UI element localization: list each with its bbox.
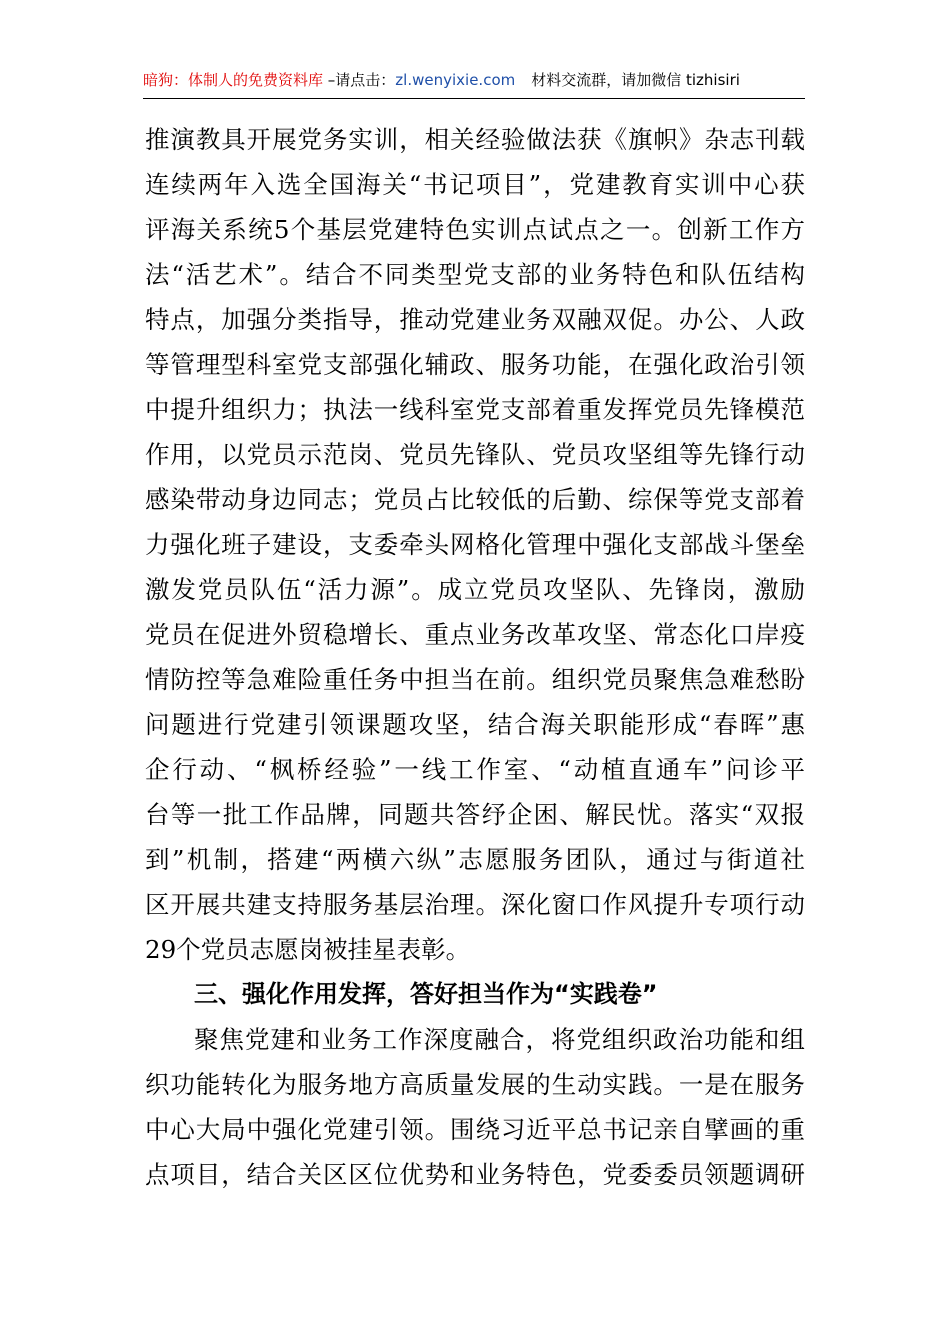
text-line: 连续两年入选全国海关“书记项目”，党建教育实训中心获: [145, 170, 805, 199]
header-url-link[interactable]: zl.wenyixie.com: [395, 71, 516, 89]
paragraph-1: [145, 117, 805, 972]
text-line: 感染带动身边同志；党员占比较低的后勤、综保等党支部着: [145, 485, 805, 514]
text-line: 情防控等急难险重任务中担当在前。组织党员聚焦急难愁盼: [145, 665, 805, 694]
text-line: 党员在促进外贸稳增长、重点业务改革攻坚、常态化口岸疫: [145, 620, 805, 649]
text-line: 到”机制，搭建“两横六纵”志愿服务团队，通过与街道社: [145, 845, 805, 874]
header-click-prompt: –请点击：: [323, 71, 396, 89]
text-line: 激发党员队伍“活力源”。成立党员攻坚队、先锋岗，激励: [145, 575, 805, 604]
header-wechat-note: 材料交流群，请加微信 tizhisiri: [531, 71, 740, 89]
text-line: 企行动、“枫桥经验”一线工作室、“动植直通车”问诊平: [145, 755, 805, 784]
paragraph-2: [145, 1017, 805, 1197]
text-line: 点项目，结合关区区位优势和业务特色，党委委员领题调研: [145, 1160, 805, 1189]
text-line: 29个党员志愿岗被挂星表彰。: [145, 935, 471, 964]
text-line: 台等一批工作品牌，同题共答纾企困、解民忧。落实“双报: [145, 800, 805, 829]
text-line: 法“活艺术”。结合不同类型党支部的业务特色和队伍结构: [145, 260, 805, 289]
section-heading: 三、强化作用发挥，答好担当作为“实践卷”: [194, 980, 658, 1008]
text-line: 评海关系统5个基层党建特色实训点试点之一。创新工作方: [145, 215, 805, 244]
text-line: 问题进行党建引领课题攻坚，结合海关职能形成“春晖”惠: [145, 710, 805, 739]
text-line: 中心大局中强化党建引领。围绕习近平总书记亲自擘画的重: [145, 1115, 805, 1144]
document-body: [145, 117, 805, 1197]
text-line: 等管理型科室党支部强化辅政、服务功能，在强化政治引领: [145, 350, 805, 379]
text-line: 力强化班子建设，支委牵头网格化管理中强化支部战斗堡垒: [145, 530, 805, 559]
text-line: 区开展共建支持服务基层治理。深化窗口作风提升专项行动: [145, 890, 805, 919]
text-line: 作用，以党员示范岗、党员先锋队、党员攻坚组等先锋行动: [145, 440, 805, 469]
text-line: 织功能转化为服务地方高质量发展的生动实践。一是在服务: [145, 1070, 805, 1099]
text-line: 中提升组织力；执法一线科室党支部着重发挥党员先锋模范: [145, 395, 805, 424]
page-header: [143, 68, 805, 99]
header-brand-text: 暗狗：体制人的免费资料库: [143, 71, 324, 89]
text-line: 推演教具开展党务实训，相关经验做法获《旗帜》杂志刊载: [145, 125, 805, 154]
text-line: 聚焦党建和业务工作深度融合，将党组织政治功能和组: [194, 1025, 805, 1054]
text-line: 特点，加强分类指导，推动党建业务双融双促。办公、人政: [145, 305, 805, 334]
